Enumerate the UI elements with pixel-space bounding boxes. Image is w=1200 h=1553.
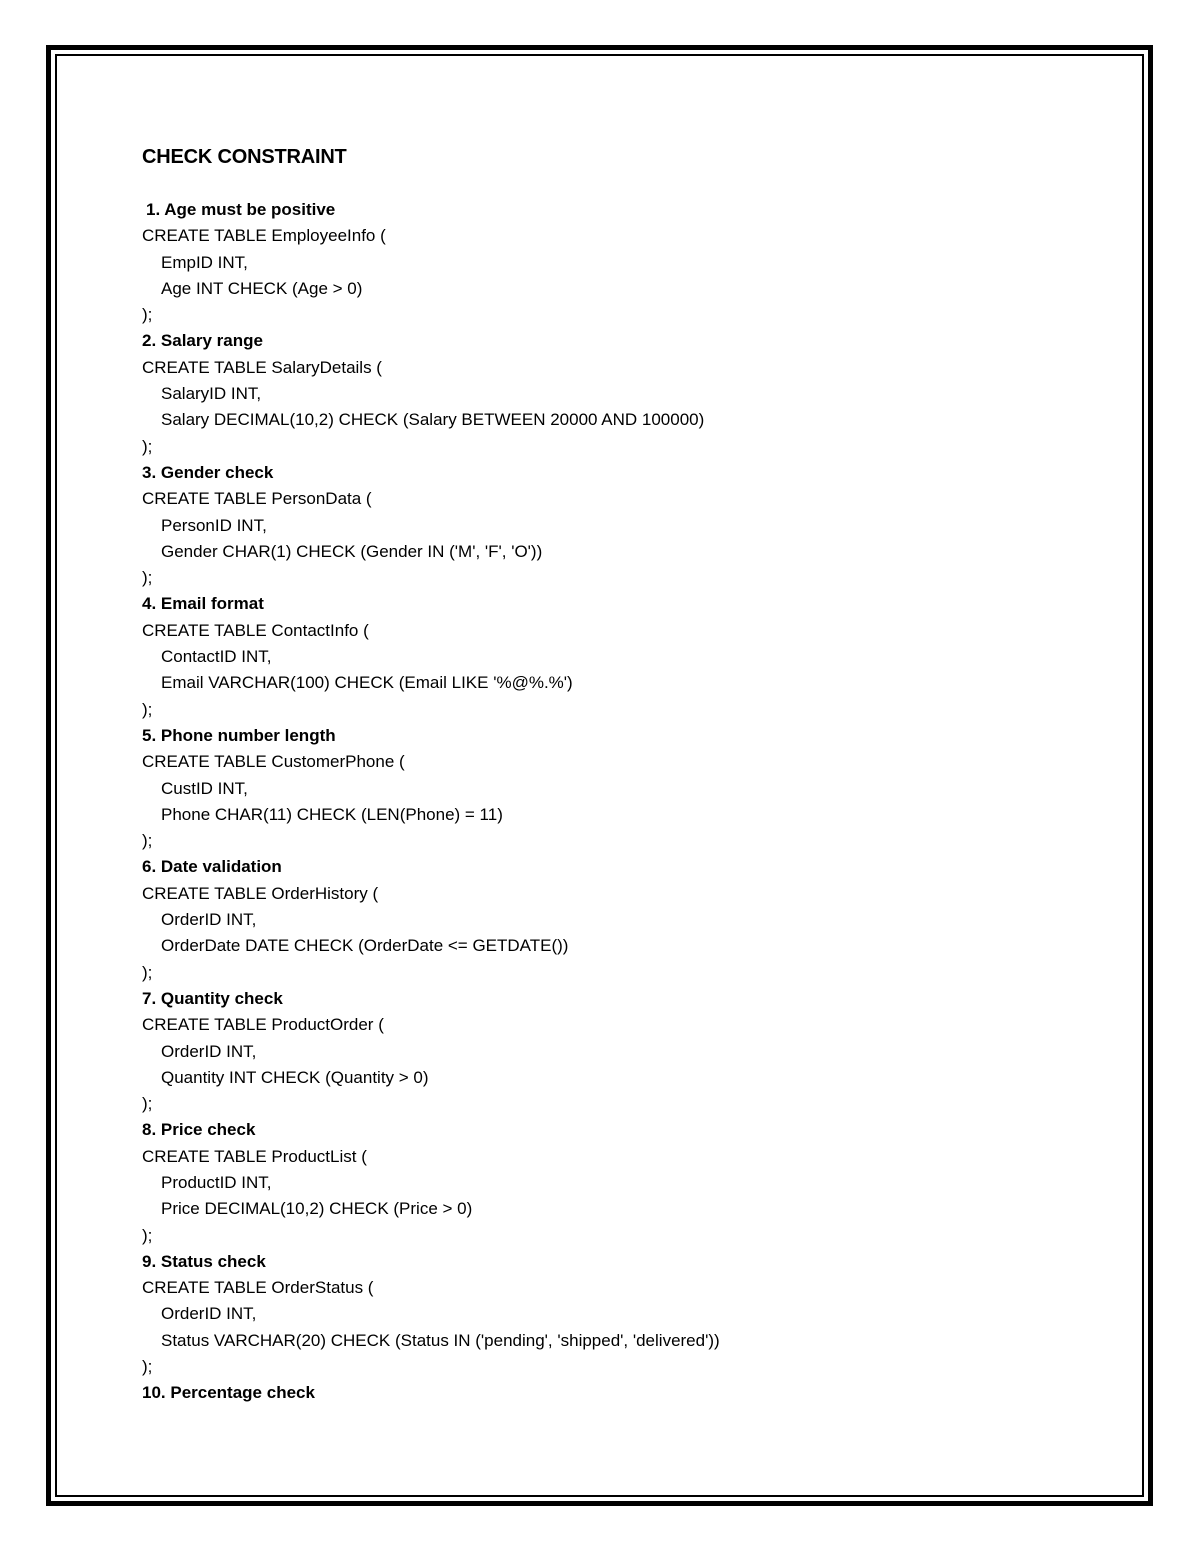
statement-close: );: [142, 962, 153, 982]
section-6: [142, 854, 1062, 985]
column-definition: Status VARCHAR(20) CHECK (Status IN ('pending', 'shipped', 'delivered')): [161, 1330, 720, 1350]
section-2: [142, 328, 1062, 459]
section-heading: 10. Percentage check: [142, 1383, 315, 1403]
section-heading: 1. Age must be positive: [146, 200, 336, 219]
column-definition: ProductID INT,: [161, 1172, 272, 1192]
column-definition: Salary DECIMAL(10,2) CHECK (Salary BETWEEN 20000 AND 100000): [161, 410, 705, 430]
section-heading: 8. Price check: [142, 1120, 256, 1140]
section-4: [142, 591, 1062, 722]
create-statement: CREATE TABLE EmployeeInfo (: [142, 226, 386, 246]
column-definition: SalaryID INT,: [161, 384, 262, 404]
column-definition: Quantity INT CHECK (Quantity > 0): [161, 1067, 429, 1087]
create-statement: CREATE TABLE OrderStatus (: [142, 1278, 374, 1298]
statement-close: );: [142, 831, 153, 851]
column-definition: ContactID INT,: [161, 647, 272, 667]
section-heading: 2. Salary range: [142, 331, 263, 351]
section-1: [142, 197, 1062, 328]
statement-close: );: [142, 305, 153, 325]
section-heading: 3. Gender check: [142, 462, 274, 482]
section-heading: 9. Status check: [142, 1251, 266, 1271]
create-statement: CREATE TABLE CustomerPhone (: [142, 752, 405, 772]
create-statement: CREATE TABLE OrderHistory (: [142, 883, 379, 903]
statement-close: );: [142, 1357, 153, 1377]
statement-close: );: [142, 436, 153, 456]
section-heading: 5. Phone number length: [142, 725, 336, 745]
section-9: [142, 1249, 1062, 1380]
section-heading: 4. Email format: [142, 594, 264, 614]
create-statement: CREATE TABLE PersonData (: [142, 489, 372, 509]
section-10: [142, 1380, 1062, 1406]
create-statement: CREATE TABLE SalaryDetails (: [142, 357, 382, 377]
column-definition: Price DECIMAL(10,2) CHECK (Price > 0): [161, 1199, 473, 1219]
document-body: [142, 142, 1062, 1407]
statement-close: );: [142, 699, 153, 719]
section-7: [142, 986, 1062, 1117]
create-statement: CREATE TABLE ProductList (: [142, 1146, 367, 1166]
column-definition: Email VARCHAR(100) CHECK (Email LIKE '%@%.%'): [161, 673, 573, 693]
section-3: [142, 460, 1062, 591]
create-statement: CREATE TABLE ContactInfo (: [142, 620, 369, 640]
column-definition: OrderID INT,: [161, 1041, 257, 1061]
column-definition: OrderDate DATE CHECK (OrderDate <= GETDATE()): [161, 936, 569, 956]
section-heading: 7. Quantity check: [142, 988, 283, 1008]
section-5: [142, 723, 1062, 854]
column-definition: PersonID INT,: [161, 515, 267, 535]
section-8: [142, 1117, 1062, 1248]
section-heading: 6. Date validation: [142, 857, 282, 877]
column-definition: OrderID INT,: [161, 1304, 257, 1324]
statement-close: );: [142, 1225, 153, 1245]
statement-close: );: [142, 568, 153, 588]
column-definition: OrderID INT,: [161, 910, 257, 930]
column-definition: CustID INT,: [161, 778, 248, 798]
column-definition: EmpID INT,: [161, 252, 248, 272]
column-definition: Age INT CHECK (Age > 0): [161, 278, 363, 298]
column-definition: Gender CHAR(1) CHECK (Gender IN ('M', 'F', 'O')): [161, 541, 543, 561]
page-title: CHECK CONSTRAINT: [142, 146, 347, 168]
statement-close: );: [142, 1094, 153, 1114]
create-statement: CREATE TABLE ProductOrder (: [142, 1015, 384, 1035]
column-definition: Phone CHAR(11) CHECK (LEN(Phone) = 11): [161, 804, 503, 824]
